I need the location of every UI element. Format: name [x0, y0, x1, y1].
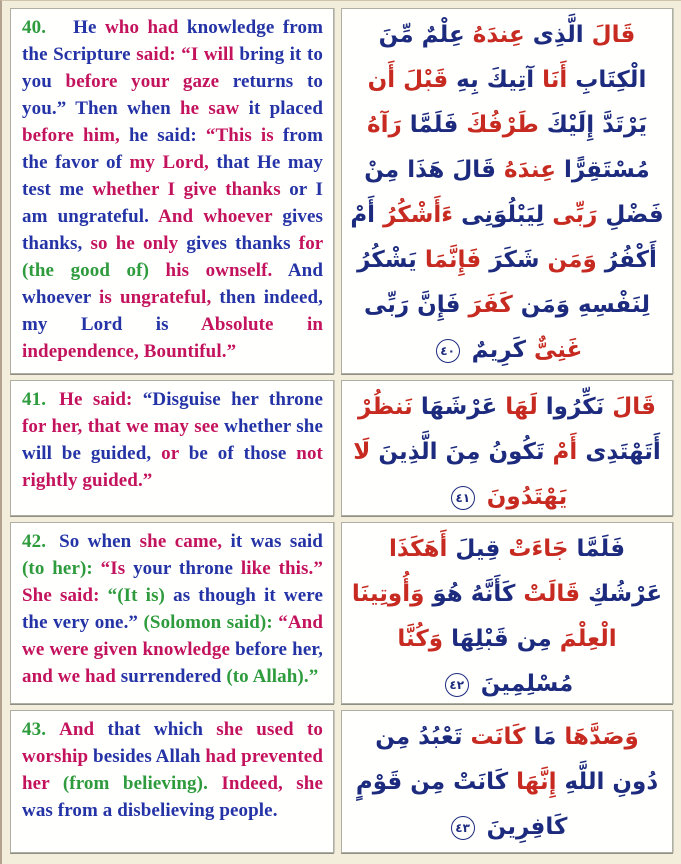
english-text-segment: He said: [59, 389, 133, 410]
arabic-text-segment: مِّنَ [378, 22, 414, 48]
arabic-text-segment: عَرْشُكِ [588, 581, 663, 607]
english-text-segment: gives thanks, [22, 206, 323, 254]
verse-end-marker-icon: ٤٠ [436, 339, 460, 363]
arabic-cell [341, 380, 673, 516]
english-cell [10, 380, 334, 516]
arabic-text-segment: نَنظُرْ [358, 394, 413, 420]
english-text-segment: Absolute in independence, Bountiful.” [22, 314, 323, 362]
arabic-text-segment: الَّذِى [532, 22, 584, 48]
english-text-segment: was from a disbelieving people. [22, 800, 278, 821]
english-text-segment: before your gaze [65, 71, 220, 92]
english-text-segment: for [298, 233, 323, 254]
arabic-text-segment: عِندَهُ [472, 22, 525, 48]
english-text-segment: (from believing). [62, 773, 208, 794]
arabic-text-segment: كَانَت [470, 724, 526, 750]
arabic-text-segment: نَكِّرُوا [545, 394, 605, 420]
english-text-segment: knowledge from the Scripture [22, 17, 323, 65]
arabic-text-segment: إِنَّهَا [516, 769, 557, 795]
arabic-text-segment: رَبِّى [552, 202, 598, 228]
arabic-text-segment: غَنِىٌّ [534, 337, 583, 363]
arabic-text-segment: قَالَ [452, 157, 496, 183]
arabic-text-segment: أَمْ أَكْفُرُ [350, 202, 657, 273]
english-text-segment: that which [107, 719, 203, 740]
arabic-text-segment: يَشْكُرُ لِنَفْسِهِ [357, 247, 650, 318]
arabic-text-segment: الْكِتَابِ [575, 67, 647, 93]
verse-row-41 [10, 380, 673, 516]
arabic-text-segment: أَن [367, 67, 396, 93]
english-text-segment: (the good of) [22, 260, 150, 281]
english-text-segment: so he only [90, 233, 179, 254]
english-text-segment: she came, [139, 531, 223, 552]
arabic-text-segment: وَصَدَّهَا [564, 724, 639, 750]
arabic-text-segment: جَاءَتْ [508, 536, 569, 562]
english-text-segment: it placed [248, 98, 323, 119]
arabic-text-segment: آتِيكَ [486, 67, 535, 93]
english-text-segment: be of those [188, 443, 287, 464]
english-text-segment: and we had [22, 666, 116, 687]
english-text-segment: she used to worship [22, 719, 323, 767]
english-text-segment: (to Allah).” [226, 666, 319, 687]
english-text-segment: like this.” She said: [22, 558, 324, 606]
verse-end-marker-icon: ٤٢ [445, 673, 469, 697]
arabic-text-segment: كَأَنَّهُ هُوَ [432, 581, 516, 607]
arabic-text-segment: لَا يَهْتَدُونَ [353, 439, 568, 510]
english-text-segment: it was said [230, 531, 323, 552]
english-text-segment: your throne [133, 558, 234, 579]
english-text-segment: is ungrateful, [99, 287, 212, 308]
arabic-cell [341, 710, 673, 853]
english-text-segment: before him, [22, 125, 120, 146]
arabic-text-segment: فَلَمَّا [576, 536, 626, 562]
arabic-text-segment: مِنَ الَّذِينَ [378, 439, 481, 465]
verse-end-marker-icon: ٤١ [451, 486, 475, 510]
english-text-segment: whether she will be guided, [22, 416, 323, 464]
arabic-text-segment: مِن قَوْمٍ كَافِرِينَ [355, 769, 568, 840]
arabic-text-segment: عِلْمٌ [421, 22, 465, 48]
english-text-segment: not rightly guided.” [22, 443, 323, 491]
english-text-segment: or I am ungrateful. [22, 179, 323, 227]
english-text-segment: returns to you.” Then when [22, 71, 323, 119]
english-cell [10, 8, 334, 374]
arabic-text-segment: كَرِيمٌ [471, 337, 526, 363]
arabic-text-segment: مِن قَبْلِهَا [451, 626, 552, 652]
english-text-segment: And whoever [22, 260, 323, 308]
english-cell [10, 522, 334, 704]
verse-number: 40. [22, 17, 47, 38]
english-text-segment: who had [104, 17, 179, 38]
verse-end-marker-icon: ٤٣ [451, 816, 475, 840]
english-text-segment: for her, that we may see [22, 416, 219, 437]
english-text-segment: besides Allah [93, 746, 201, 767]
arabic-text-segment: طَرْفُكَ [466, 112, 539, 138]
arabic-text-segment: بِهِ [456, 67, 479, 93]
arabic-text-segment: عِندَهُ [504, 157, 556, 183]
arabic-text-segment: مُسْتَقِرًّا [563, 157, 650, 183]
english-text-segment: then indeed, my Lord is [22, 287, 323, 335]
arabic-text-segment: مِنْ فَضْلِ [364, 157, 664, 228]
verses-table [10, 8, 673, 853]
verse-row-40 [10, 8, 673, 374]
arabic-text-segment: تَكُونُ [488, 439, 545, 465]
arabic-text-segment: أَمْ [552, 439, 578, 465]
arabic-text-segment: وَأُوتِينَا الْعِلْمَ [351, 581, 617, 652]
arabic-text-segment: يَرْتَدَّ [602, 112, 647, 138]
english-text-segment: “This is [205, 125, 274, 146]
english-text-segment: surrendered [120, 666, 222, 687]
verse-row-43 [10, 710, 673, 853]
english-text-segment: So when [59, 531, 132, 552]
arabic-cell [341, 8, 673, 374]
english-text-segment: “Is [100, 558, 126, 579]
arabic-text-segment: تَعْبُدُ [418, 724, 463, 750]
english-text-segment: bring it to you [22, 44, 323, 92]
english-text-segment: he saw [180, 98, 240, 119]
english-text-segment: “And we were given knowledge [22, 612, 324, 660]
english-text-segment: had prevented her [22, 746, 323, 794]
arabic-text-segment: فَإِنَّمَا [424, 247, 482, 273]
arabic-text-segment: وَكُنَّا [397, 626, 444, 652]
english-text-segment: or [161, 443, 179, 464]
english-text-segment: that He may test me [22, 152, 323, 200]
english-text-segment: And [59, 719, 95, 740]
arabic-text-segment: قَالَ [591, 22, 636, 48]
verse-row-42 [10, 522, 673, 704]
arabic-text-segment: فَلَمَّا [409, 112, 459, 138]
english-text-segment: whether I give thanks [92, 179, 281, 200]
arabic-text-segment: عَرْشَهَا [420, 394, 498, 420]
arabic-text-segment: لَهَا [505, 394, 538, 420]
arabic-text-segment: شَكَرَ [489, 247, 540, 273]
arabic-text-segment: إِلَيْكَ [546, 112, 595, 138]
english-text-segment: from the favor of [22, 125, 324, 173]
english-text-segment: gives thanks [186, 233, 291, 254]
verse-number: 42. [22, 531, 47, 552]
english-text-segment: “(It is) [107, 585, 165, 606]
arabic-text-segment: ءَأَشْكُرُ [383, 202, 454, 228]
arabic-text-segment: وَمَن [547, 247, 597, 273]
english-text-segment: before her, [235, 639, 324, 660]
english-text-segment: as though it were the very one.” [22, 585, 324, 633]
english-text-segment: said: “I will [136, 44, 234, 65]
english-text-segment: He [73, 17, 97, 38]
arabic-text-segment: قَالَ [612, 394, 656, 420]
arabic-text-segment: أَتَهْتَدِى [585, 439, 661, 465]
english-text-segment: (Solomon said): [143, 612, 273, 633]
arabic-text-segment: مَا [533, 724, 557, 750]
english-text-segment: And whoever [158, 206, 273, 227]
arabic-text-segment: مُسْلِمِينَ [480, 671, 574, 697]
english-text-segment: his ownself. [165, 260, 273, 281]
arabic-text-segment: وَمَن [520, 292, 571, 318]
arabic-text-segment: مِن دُونِ اللَّهِ [375, 724, 659, 795]
english-text-segment: “Disguise her throne [142, 389, 323, 410]
arabic-text-segment: قَبْلَ [403, 67, 449, 93]
english-text-segment: he said: [128, 125, 197, 146]
english-text-segment: Indeed, she [221, 773, 323, 794]
english-text-segment: (to her): [22, 558, 93, 579]
verse-number: 43. [22, 719, 47, 740]
arabic-text-segment: قِيلَ [455, 536, 501, 562]
arabic-text-segment: كَانَتْ [453, 769, 509, 795]
arabic-text-segment: قَالَتْ [523, 581, 581, 607]
english-text-segment: my Lord, [129, 152, 209, 173]
arabic-text-segment: أَنَا [542, 67, 568, 93]
arabic-text-segment: هَذَا [407, 157, 445, 183]
arabic-text-segment: رَآهُ [367, 112, 402, 138]
arabic-text-segment: لِيَبْلُوَنِى [461, 202, 545, 228]
english-cell [10, 710, 334, 853]
verse-number: 41. [22, 389, 47, 410]
arabic-text-segment: كَفَرَ [468, 292, 513, 318]
arabic-text-segment: فَإِنَّ رَبِّى [364, 292, 461, 318]
arabic-text-segment: أَهَكَذَا [388, 536, 448, 562]
arabic-cell [341, 522, 673, 704]
